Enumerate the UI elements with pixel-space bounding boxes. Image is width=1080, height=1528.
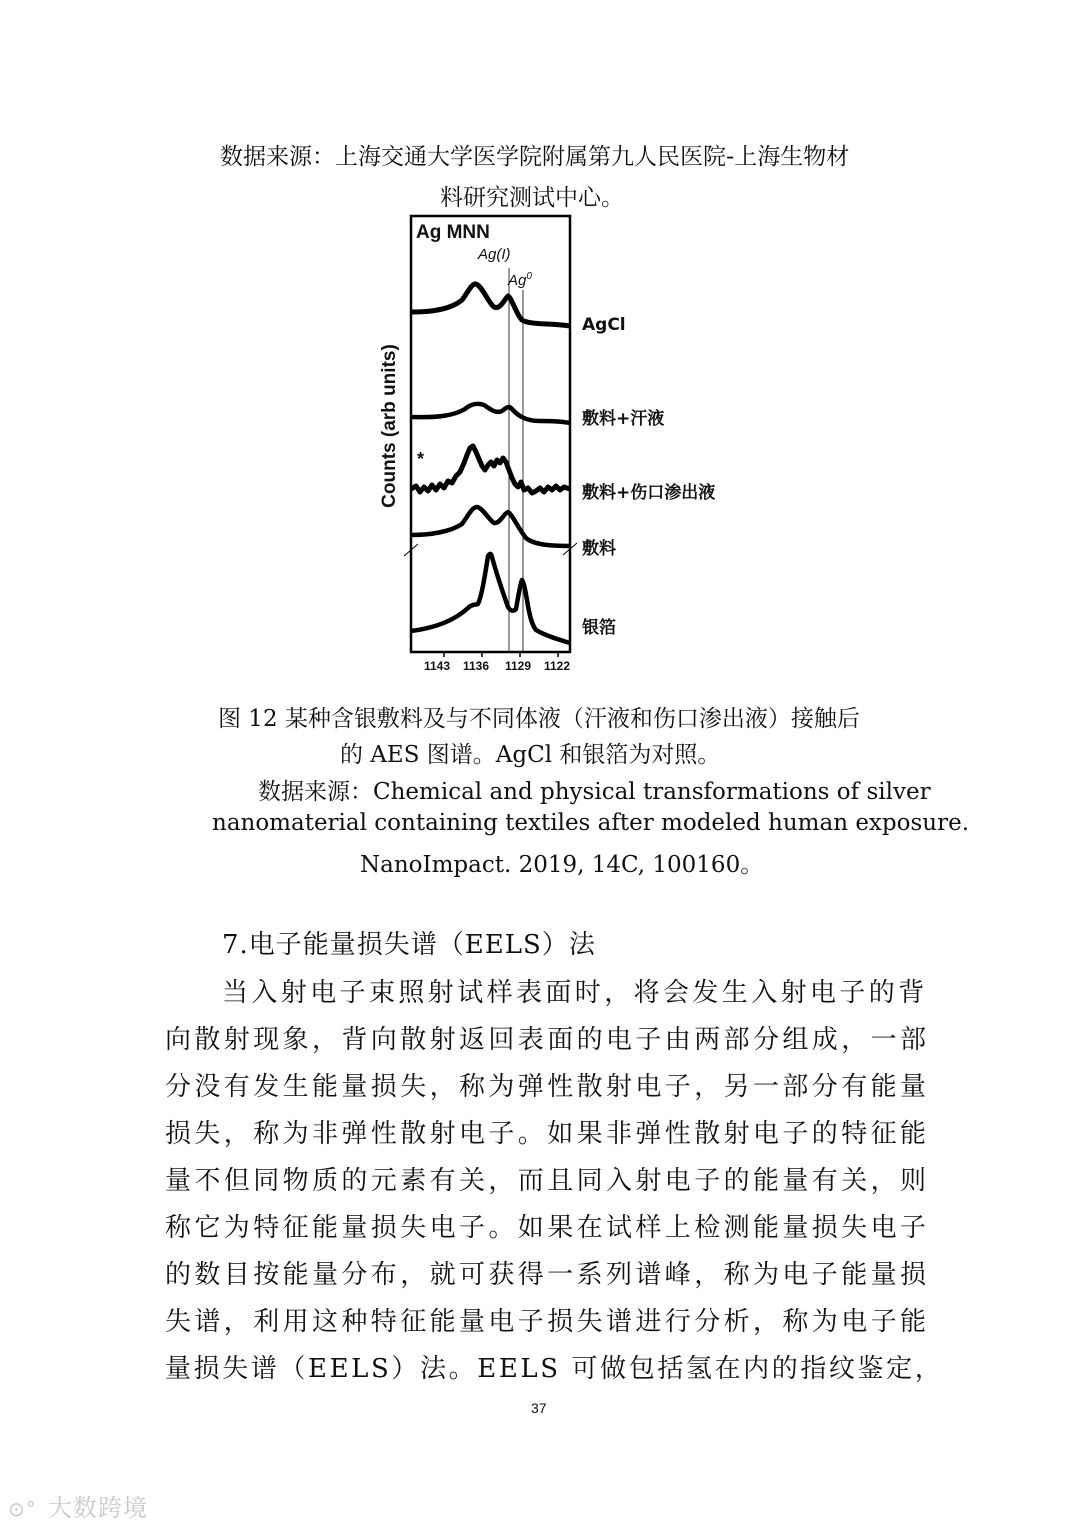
- ref-label-ag0: Ag$^0$: [508, 271, 532, 289]
- paragraph-line: 当入射电子束照射试样表面时，将会发生入射电子的背: [222, 978, 928, 1008]
- figure-source-line-3: NanoImpact. 2019, 14C, 100160。: [360, 852, 764, 878]
- page-number: 37: [531, 1400, 547, 1416]
- panel-label: Ag MNN: [416, 222, 490, 243]
- paragraph-line: 的数目按能量分布，就可获得一系列谱峰，称为电子能量损: [165, 1260, 930, 1290]
- series-dressing-wound-exudate: [411, 446, 570, 493]
- series-label-agcl: AgCl: [582, 315, 626, 335]
- paragraph-line: 分没有发生能量损失，称为弹性散射电子，另一部分有能量: [165, 1072, 930, 1102]
- paragraph-line: 向散射现象，背向散射返回表面的电子由两部分组成，一部: [165, 1025, 930, 1055]
- paragraph-line: 量不但同物质的元素有关，而且同入射电子的能量有关，则: [165, 1166, 930, 1196]
- figure-source-line-1: 数据来源：Chemical and physical transformations of silver: [258, 779, 931, 805]
- asterisk-annotation: *: [417, 449, 425, 469]
- figure-source-line-2: nanomaterial containing textiles after modeled human exposure.: [212, 810, 970, 836]
- x-tick-1122: 1122: [544, 659, 571, 673]
- top-source-line-2: 料研究测试中心。: [440, 185, 624, 211]
- x-tick-1143: 1143: [424, 659, 451, 673]
- paragraph-line: 损失，称为非弹性散射电子。如果非弹性散射电子的特征能: [165, 1119, 930, 1149]
- figure-caption-line-1: 图 12 某种含银敷料及与不同体液（汗液和伤口渗出液）接触后: [218, 706, 860, 732]
- paragraph-line: 失谱，利用这种特征能量电子损失谱进行分析，称为电子能: [165, 1307, 930, 1337]
- series-silver-foil: [411, 554, 570, 643]
- series-agcl: [411, 284, 570, 326]
- series-label-silver-foil: 银箔: [582, 618, 616, 638]
- x-tick-1136: 1136: [463, 659, 490, 673]
- watermark-logo-icon: ⊙°: [8, 1497, 37, 1521]
- series-dressing: [411, 507, 570, 546]
- top-source-line-1: 数据来源：上海交通大学医学院附属第九人民医院-上海生物材: [220, 144, 850, 170]
- paragraph-line: 称它为特征能量损失电子。如果在试样上检测能量损失电子: [165, 1213, 930, 1243]
- plot-frame: [411, 216, 570, 652]
- series-label-dressing-sweat: 敷料+汗液: [582, 409, 665, 429]
- y-axis-label: Counts (arb units): [379, 344, 400, 508]
- figure-caption-line-2: 的 AES 图谱。AgCl 和银箔为对照。: [340, 742, 721, 768]
- section-heading: 7.电子能量损失谱（EELS）法: [222, 930, 596, 960]
- series-label-dressing: 敷料: [582, 539, 616, 559]
- aes-spectrum-figure: [360, 205, 760, 685]
- aes-spectrum-chart: [360, 205, 760, 685]
- ref-label-ag-i: Ag(I): [478, 246, 511, 263]
- paragraph-line: 量损失谱（EELS）法。EELS 可做包括氢在内的指纹鉴定，: [165, 1354, 944, 1384]
- watermark: ⊙° 大数跨境: [8, 1494, 148, 1522]
- x-tick-1129: 1129: [505, 659, 532, 673]
- series-dressing-sweat: [411, 404, 570, 423]
- series-label-dressing-wound: 敷料+伤口渗出液: [582, 483, 716, 503]
